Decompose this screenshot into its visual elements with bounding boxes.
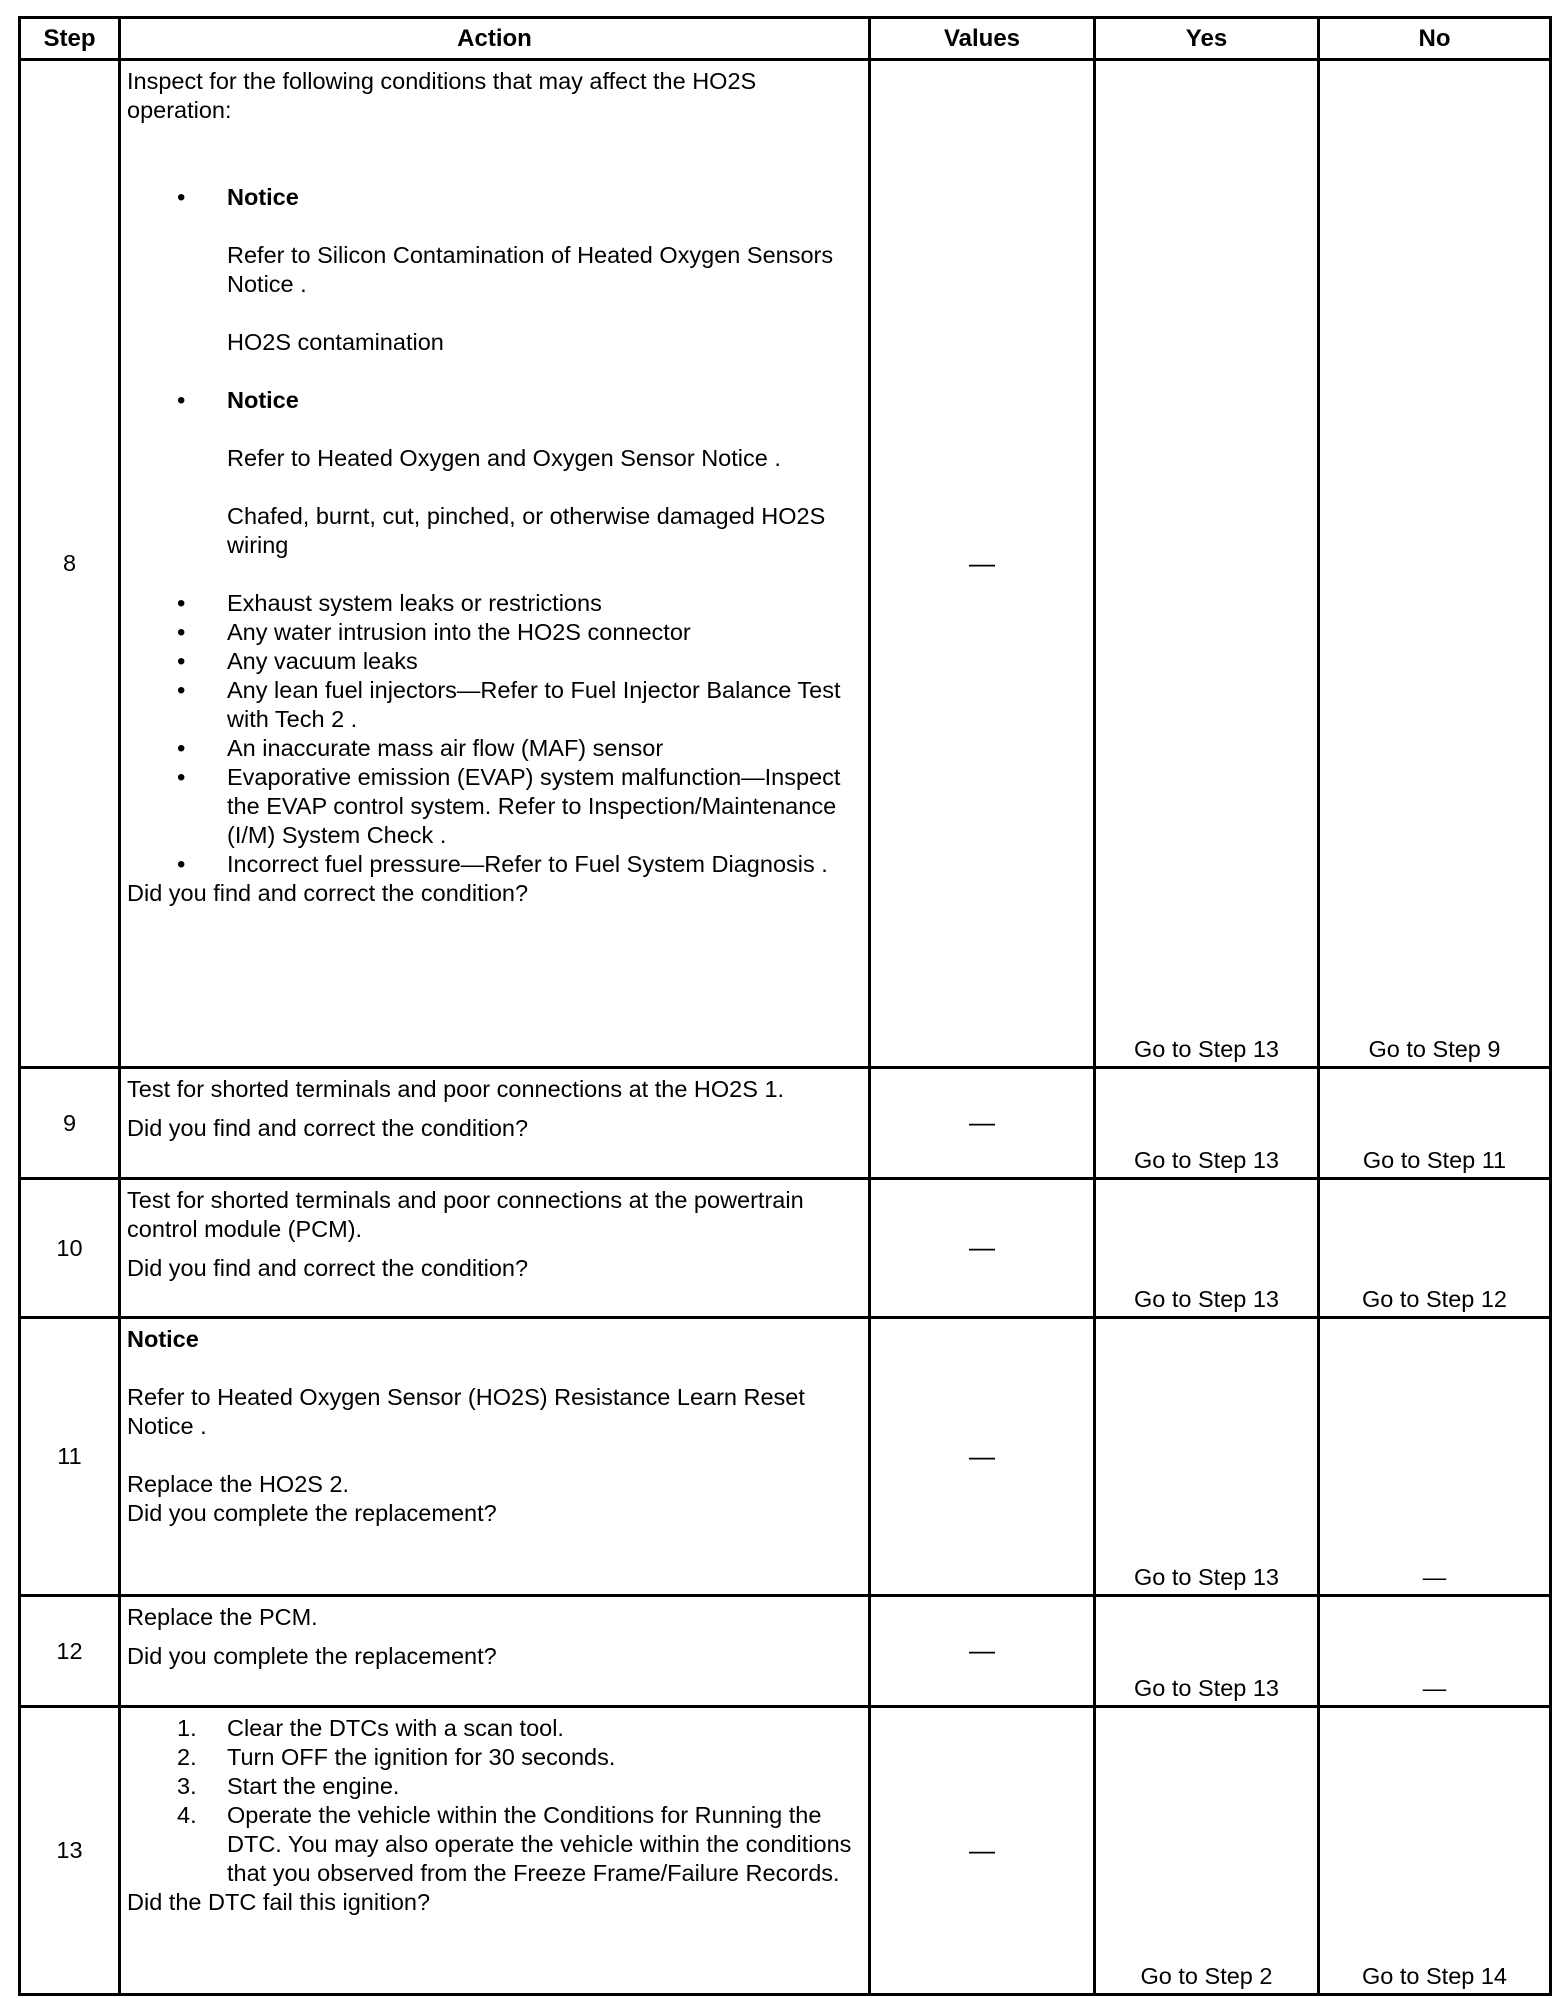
list-item: • Exhaust system leaks or restrictions [127, 589, 860, 618]
yes-cell: Go to Step 13 [1095, 1596, 1319, 1707]
action-cell [120, 1596, 870, 1707]
notice-item: HO2S contamination [227, 329, 444, 355]
action-question: Did you find and correct the condition? [127, 1255, 529, 1281]
notice-block [127, 386, 860, 560]
no-cell: — [1319, 1318, 1551, 1596]
action-question: Did you complete the replacement? [127, 1643, 497, 1669]
list-item: 1. Clear the DTCs with a scan tool. [177, 1715, 564, 1741]
action-cell [120, 1068, 870, 1179]
table-row-step-12 [20, 1596, 1551, 1707]
table-row-step-13 [20, 1707, 1551, 1995]
notice-text: Refer to Heated Oxygen Sensor (HO2S) Resistance Learn Reset Notice . [127, 1384, 805, 1439]
procedure-list [127, 1714, 860, 1888]
bullet-icon: • [177, 184, 186, 211]
header-row [20, 18, 1551, 60]
list-item: • Any vacuum leaks [127, 647, 860, 676]
action-text: Replace the HO2S 2. [127, 1471, 350, 1497]
no-cell: — [1319, 1596, 1551, 1707]
no-cell: Go to Step 11 [1319, 1068, 1551, 1179]
step-number: 12 [20, 1596, 120, 1707]
step-number: 11 [20, 1318, 120, 1596]
notice-text: Refer to Silicon Contamination of Heated Oxygen Sensors Notice . [227, 242, 834, 297]
dash: — [969, 1635, 995, 1665]
table-row-step-11 [20, 1318, 1551, 1596]
action-text: Test for shorted terminals and poor connections at the powertrain control module (PCM). [127, 1187, 804, 1242]
diagnostic-table [18, 16, 1552, 1996]
header-step: Step [20, 18, 120, 60]
action-question: Did the DTC fail this ignition? [127, 1889, 431, 1915]
step-number: 9 [20, 1068, 120, 1179]
yes-cell: Go to Step 13 [1095, 1179, 1319, 1318]
table-row-step-8 [20, 60, 1551, 1068]
notice-title: Notice [127, 1326, 199, 1352]
list-item: 2. Turn OFF the ignition for 30 seconds. [177, 1744, 616, 1770]
action-text: Test for shorted terminals and poor connections at the HO2S 1. [127, 1076, 785, 1102]
action-question: Did you complete the replacement? [127, 1500, 497, 1526]
list-item: 4. Operate the vehicle within the Conditions for Running the DTC. You may also operate the vehicle within the conditions that you observed from the Freeze Frame/Failure Records. [177, 1802, 852, 1886]
dash: — [969, 547, 995, 578]
values-cell [870, 1596, 1095, 1707]
no-cell: Go to Step 12 [1319, 1179, 1551, 1318]
list-item: • Any water intrusion into the HO2S connector [127, 618, 860, 647]
header-values: Values [870, 18, 1095, 60]
step-number: 10 [20, 1179, 120, 1318]
yes-cell: Go to Step 13 [1095, 1068, 1319, 1179]
action-text: Replace the PCM. [127, 1604, 318, 1630]
dash: — [969, 1440, 995, 1471]
step-number: 13 [20, 1707, 120, 1995]
notice-block [127, 183, 860, 357]
header-yes: Yes [1095, 18, 1319, 60]
list-item: • Any lean fuel injectors—Refer to Fuel Injector Balance Test with Tech 2 . [127, 676, 860, 734]
bullet-icon: • [177, 387, 186, 414]
step-number: 8 [20, 60, 120, 1068]
yes-cell: Go to Step 2 [1095, 1707, 1319, 1995]
list-item: • Incorrect fuel pressure—Refer to Fuel System Diagnosis . [127, 850, 860, 879]
header-action: Action [120, 18, 870, 60]
header-no: No [1319, 18, 1551, 60]
list-item: • An inaccurate mass air flow (MAF) sensor [127, 734, 860, 763]
notice-text: Refer to Heated Oxygen and Oxygen Sensor Notice . [227, 445, 781, 471]
list-item: 3. Start the engine. [177, 1773, 400, 1799]
action-intro: Inspect for the following conditions that may affect the HO2S operation: [127, 68, 757, 123]
notice-title: Notice [227, 387, 299, 413]
no-cell: Go to Step 14 [1319, 1707, 1551, 1995]
notice-item: Chafed, burnt, cut, pinched, or otherwise damaged HO2S wiring [227, 503, 826, 558]
action-cell [120, 60, 870, 1068]
table-row-step-9 [20, 1068, 1551, 1179]
yes-cell: Go to Step 13 [1095, 60, 1319, 1068]
action-question: Did you find and correct the condition? [127, 880, 529, 906]
dash: — [969, 1232, 995, 1262]
notice-title: Notice [227, 184, 299, 210]
dash: — [969, 1834, 995, 1865]
no-cell: Go to Step 9 [1319, 60, 1551, 1068]
action-cell [120, 1707, 870, 1995]
condition-list [127, 589, 860, 879]
action-cell [120, 1179, 870, 1318]
values-cell [870, 1068, 1095, 1179]
yes-cell: Go to Step 13 [1095, 1318, 1319, 1596]
action-cell [120, 1318, 870, 1596]
list-item: • Evaporative emission (EVAP) system malfunction—Inspect the EVAP control system. Refer to Inspection/Maintenance (I/M) System Check . [127, 763, 860, 850]
values-cell [870, 60, 1095, 1068]
values-cell [870, 1179, 1095, 1318]
values-cell [870, 1318, 1095, 1596]
table-row-step-10 [20, 1179, 1551, 1318]
dash: — [969, 1107, 995, 1137]
values-cell [870, 1707, 1095, 1995]
action-question: Did you find and correct the condition? [127, 1115, 529, 1141]
